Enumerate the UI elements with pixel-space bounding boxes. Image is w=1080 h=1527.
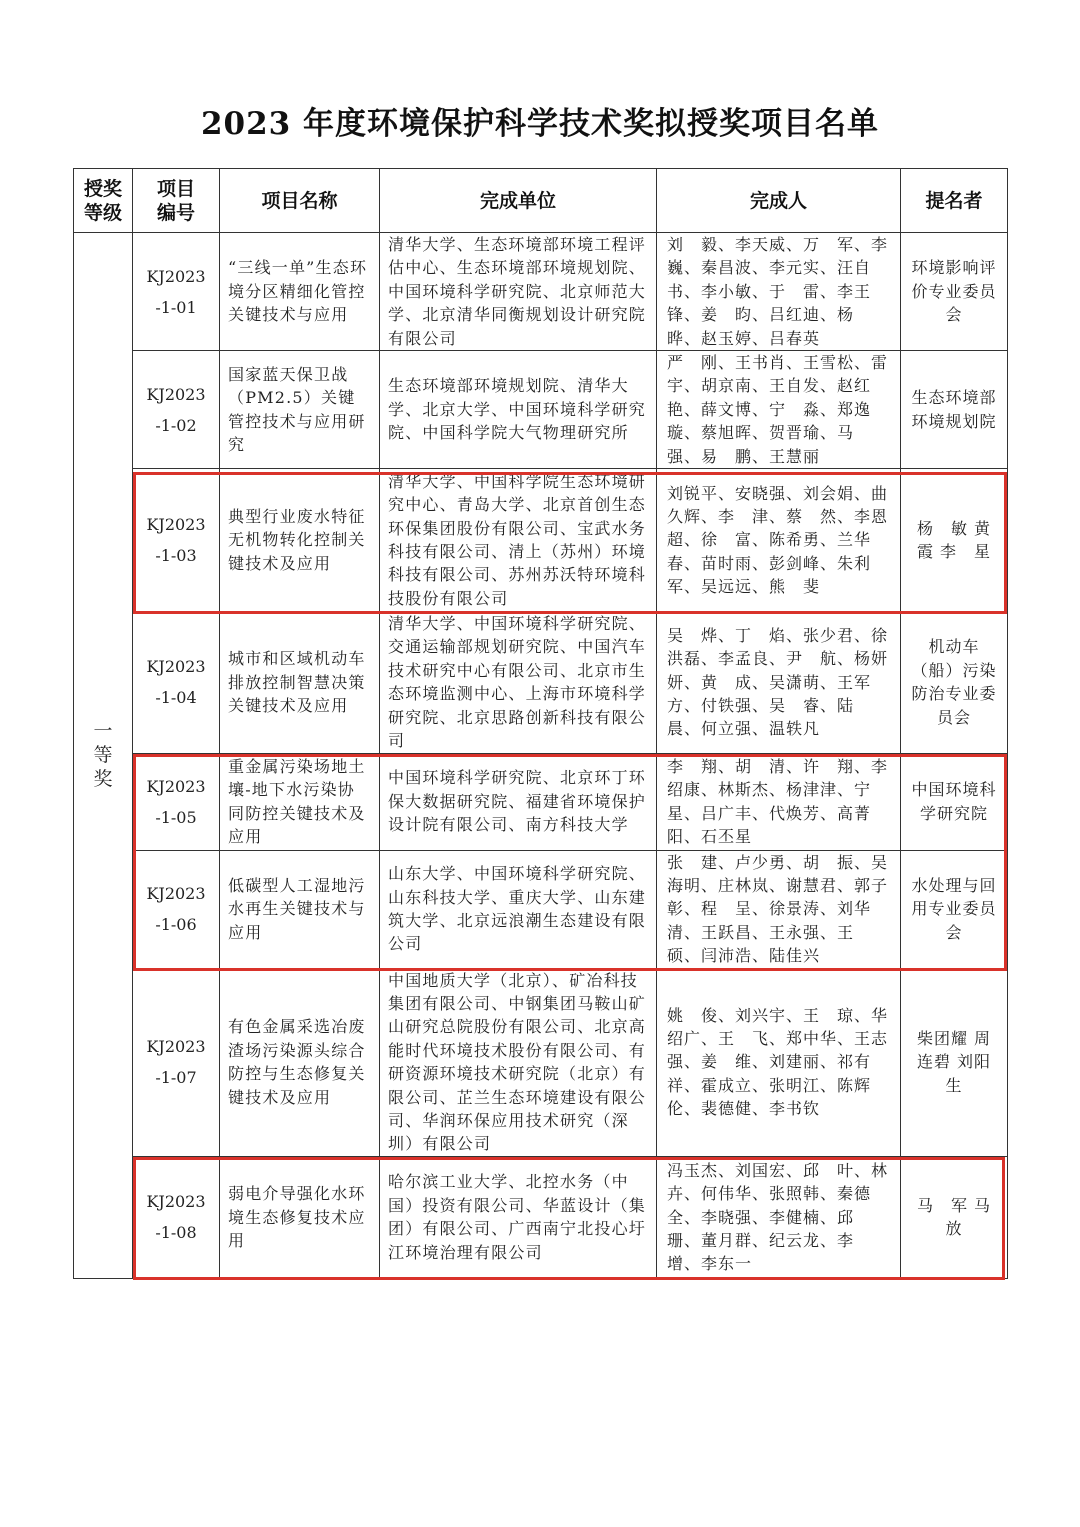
project-units: 清华大学、中国科学院生态环境研究中心、青岛大学、北京首创生态环保集团股份有限公司、宝武水务科技有限公司、清上（苏州）环境科技有限公司、苏州苏沃特环境科技股份有限公司 [380, 469, 657, 612]
project-people: 刘 毅、李天威、万 军、李 巍、秦昌波、李元实、汪自书、李小敏、于 雷、李王锋、姜 昀、吕红迪、杨 晔、赵玉婷、吕春英 [657, 233, 901, 351]
project-nominator: 柴团耀 周连碧 刘阳生 [901, 968, 1008, 1156]
project-nominator: 中国环境科学研究院 [901, 753, 1008, 850]
project-nominator: 机动车（船）污染防治专业委员会 [901, 612, 1008, 753]
project-units: 哈尔滨工业大学、北控水务（中国）投资有限公司、华蓝设计（集团）有限公司、广西南宁北投心圩江环境治理有限公司 [380, 1156, 657, 1278]
table-row [74, 753, 1008, 850]
page-title: 2023 年度环境保护科学技术奖拟授奖项目名单 [200, 106, 880, 142]
project-people: 李 翔、胡 清、许 翔、李绍康、林斯杰、杨津津、宁 星、吕广丰、代焕芳、高菁阳、石丕星 [657, 753, 901, 850]
project-id: KJ2023-1-01 [146, 266, 206, 317]
project-units: 生态环境部环境规划院、清华大学、北京大学、中国环境科学研究院、中国科学院大气物理研究所 [380, 351, 657, 469]
project-nominator: 马 军 马 放 [901, 1156, 1008, 1278]
project-name: 典型行业废水特征无机物转化控制关键技术及应用 [220, 469, 380, 612]
header-people: 完成人 [657, 169, 901, 233]
project-id: KJ2023-1-02 [146, 384, 206, 435]
project-people: 吴 烨、丁 焰、张少君、徐洪磊、李孟良、尹 航、杨妍妍、黄 成、吴潇萌、王军方、付铁强、吴 睿、陆 晨、何立强、温轶凡 [657, 612, 901, 753]
project-people: 姚 俊、刘兴宇、王 琼、华绍广、王 飞、郑中华、王志强、姜 维、刘建丽、祁有祥、霍成立、张明江、陈辉伦、裴德健、李书钦 [657, 968, 901, 1156]
project-name: 重金属污染场地土壤-地下水污染协同防控关键技术及应用 [220, 753, 380, 850]
project-nominator: 水处理与回用专业委员会 [901, 850, 1008, 968]
project-id: KJ2023-1-06 [146, 884, 206, 935]
project-name: 有色金属采选冶废渣场污染源头综合防控与生态修复关键技术及应用 [220, 968, 380, 1156]
table-row [74, 1156, 1008, 1278]
project-id: KJ2023-1-04 [146, 657, 206, 708]
table-row [74, 233, 1008, 351]
project-units: 中国地质大学（北京）、矿冶科技集团有限公司、中钢集团马鞍山矿山研究总院股份有限公司、北京高能时代环境技术股份有限公司、有研资源环境技术研究院（北京）有限公司、芷兰生态环境建设有限公司、华润环保应用技术研究（深圳）有限公司 [380, 968, 657, 1156]
project-people: 冯玉杰、刘国宏、邱 叶、林 卉、何伟华、张照韩、秦德全、李晓强、李健楠、邱 珊、董月群、纪云龙、李 增、李东一 [657, 1156, 901, 1278]
table-row [74, 612, 1008, 753]
project-nominator: 环境影响评价专业委员会 [901, 233, 1008, 351]
project-people: 张 建、卢少勇、胡 振、吴海明、庄林岚、谢慧君、郭子彰、程 呈、徐景涛、刘华清、王跃昌、王永强、王 硕、闫沛浩、陆佳兴 [657, 850, 901, 968]
project-units: 中国环境科学研究院、北京环丁环保大数据研究院、福建省环境保护设计院有限公司、南方科技大学 [380, 753, 657, 850]
table-row [74, 469, 1008, 612]
project-people: 刘锐平、安晓强、刘会娟、曲久辉、李 津、蔡 然、李恩超、徐 富、陈希勇、兰华春、苗时雨、彭剑峰、朱利军、吴远远、熊 斐 [657, 469, 901, 612]
header-level: 授奖等级 [74, 169, 133, 233]
award-level-cell [74, 233, 133, 1279]
award-table [73, 168, 1008, 1279]
project-nominator: 生态环境部环境规划院 [901, 351, 1008, 469]
project-nominator: 杨 敏 黄 霞 李 星 [901, 469, 1008, 612]
header-id: 项目编号 [133, 169, 220, 233]
project-units: 山东大学、中国环境科学研究院、山东科技大学、重庆大学、山东建筑大学、北京远浪潮生态建设有限公司 [380, 850, 657, 968]
table-header-row [74, 169, 1008, 233]
project-id: KJ2023-1-08 [146, 1192, 206, 1243]
header-nominator: 提名者 [901, 169, 1008, 233]
project-name: 低碳型人工湿地污水再生关键技术与应用 [220, 850, 380, 968]
project-name: 国家蓝天保卫战（PM2.5）关键管控技术与应用研究 [220, 351, 380, 469]
table-row [74, 351, 1008, 469]
header-units: 完成单位 [380, 169, 657, 233]
award-level: 一等奖 [93, 720, 113, 791]
project-name: 弱电介导强化水环境生态修复技术应用 [220, 1156, 380, 1278]
project-people: 严 刚、王书肖、王雪松、雷 宇、胡京南、王自发、赵红艳、薛文博、宁 淼、郑逸璇、蔡旭晖、贺晋瑜、马 强、易 鹏、王慧丽 [657, 351, 901, 469]
project-units: 清华大学、中国环境科学研究院、交通运输部规划研究院、中国汽车技术研究中心有限公司、北京市生态环境监测中心、上海市环境科学研究院、北京思路创新科技有限公司 [380, 612, 657, 753]
header-name: 项目名称 [220, 169, 380, 233]
project-id: KJ2023-1-03 [146, 515, 206, 566]
project-id: KJ2023-1-07 [146, 1037, 206, 1088]
project-name: “三线一单”生态环境分区精细化管控关键技术与应用 [220, 233, 380, 351]
project-units: 清华大学、生态环境部环境工程评估中心、生态环境部环境规划院、中国环境科学研究院、北京师范大学、北京清华同衡规划设计研究院有限公司 [380, 233, 657, 351]
project-id: KJ2023-1-05 [146, 776, 206, 827]
table-row [74, 850, 1008, 968]
table-row [74, 968, 1008, 1156]
project-name: 城市和区域机动车排放控制智慧决策关键技术及应用 [220, 612, 380, 753]
